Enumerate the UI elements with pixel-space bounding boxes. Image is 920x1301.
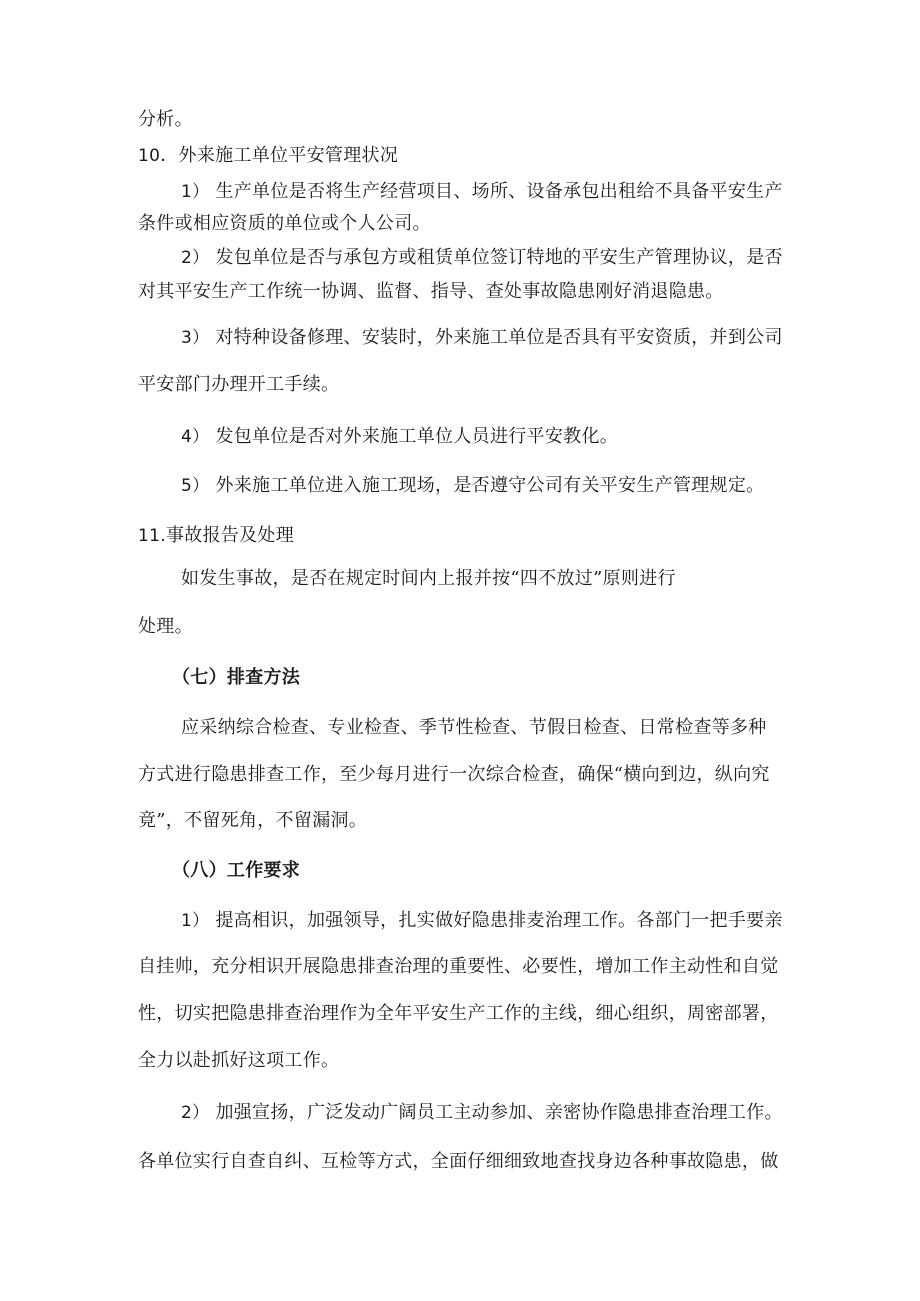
item-text: 提高相识，加强领导，扎实做好隐患排麦治理工作。各部门一把手要亲 [215,910,783,931]
item-continuation: 平安部门办理开工手续。 [138,374,340,395]
section-number: 11. [138,526,166,546]
section-7-heading: （七）排查方法 [172,667,301,688]
item-number: 1） [181,182,210,202]
list-item [181,909,783,933]
list-item [181,246,783,270]
item-continuation: 全力以赴抓好这项工作。 [138,1050,340,1071]
list-item [181,326,783,350]
item-text: 发包单位是否与承包方或租赁单位签订特地的平安生产管理协议，是否 [215,247,783,268]
list-item [181,474,764,498]
section-number: 10 [138,146,161,166]
paragraph-tail: 分析。 [138,109,193,130]
item-text: 对特种设备修理、安装时，外来施工单位是否具有平安资质，并到公司 [215,327,783,348]
paragraph-line: 竟”，不留死角，不留漏洞。 [138,810,368,831]
item-continuation: 条件或相应资质的单位或个人公司。 [138,213,431,234]
item-text: 加强宣扬，广泛发动广阔员工主动参加、亲密协作隐患排查治理工作。 [215,1102,783,1123]
item-continuation: 自挂帅，充分相识开展隐患排查治理的重要性、必要性，增加工作主动性和自觉 [138,956,779,977]
item-continuation: 性，切实把隐患排查治理作为全年平安生产工作的主线，细心组织，周密部署， [138,1003,779,1024]
item-continuation: 各单位实行自查自纠、互检等方式，全面仔细细致地查找身边各种事故隐患，做 [138,1151,779,1172]
paragraph-line: 方式进行隐患排查工作，至少每月进行一次综合检查，确保“横向到边，纵向究 [138,764,770,785]
section-10-heading [138,144,398,168]
item-number: 5） [181,476,210,496]
list-item [181,180,783,204]
item-text: 发包单位是否对外来施工单位人员进行平安教化。 [215,426,619,447]
item-text: 生产单位是否将生产经营项目、场所、设备承包出租给不具备平安生产 [215,181,783,202]
item-continuation: 对其平安生产工作统一协调、监督、指导、查处事故隐患刚好消退隐患。 [138,281,724,302]
paragraph-line: 如发生事故，是否在规定时间内上报并按“四不放过”原则进行 [181,568,676,589]
section-8-heading: （八）工作要求 [172,860,301,881]
item-number: 2） [181,1103,210,1123]
section-title: 事故报告及处理 [165,525,295,546]
item-text: 外来施工单位进入施工现场，是否遵守公司有关平安生产管理规定。 [215,475,765,496]
item-number: 4） [181,427,210,447]
section-11-heading [138,524,294,548]
paragraph-line: 处理。 [138,616,193,637]
item-number: 3） [181,328,210,348]
item-number: 2） [181,248,210,268]
section-title: ．外来施工单位平安管理状况 [160,145,399,166]
list-item [181,425,618,449]
list-item [181,1101,783,1125]
paragraph-line: 应采纳综合检查、专业检查、季节性检查、节假日检查、日常检查等多种 [181,717,767,738]
item-number: 1） [181,911,210,931]
